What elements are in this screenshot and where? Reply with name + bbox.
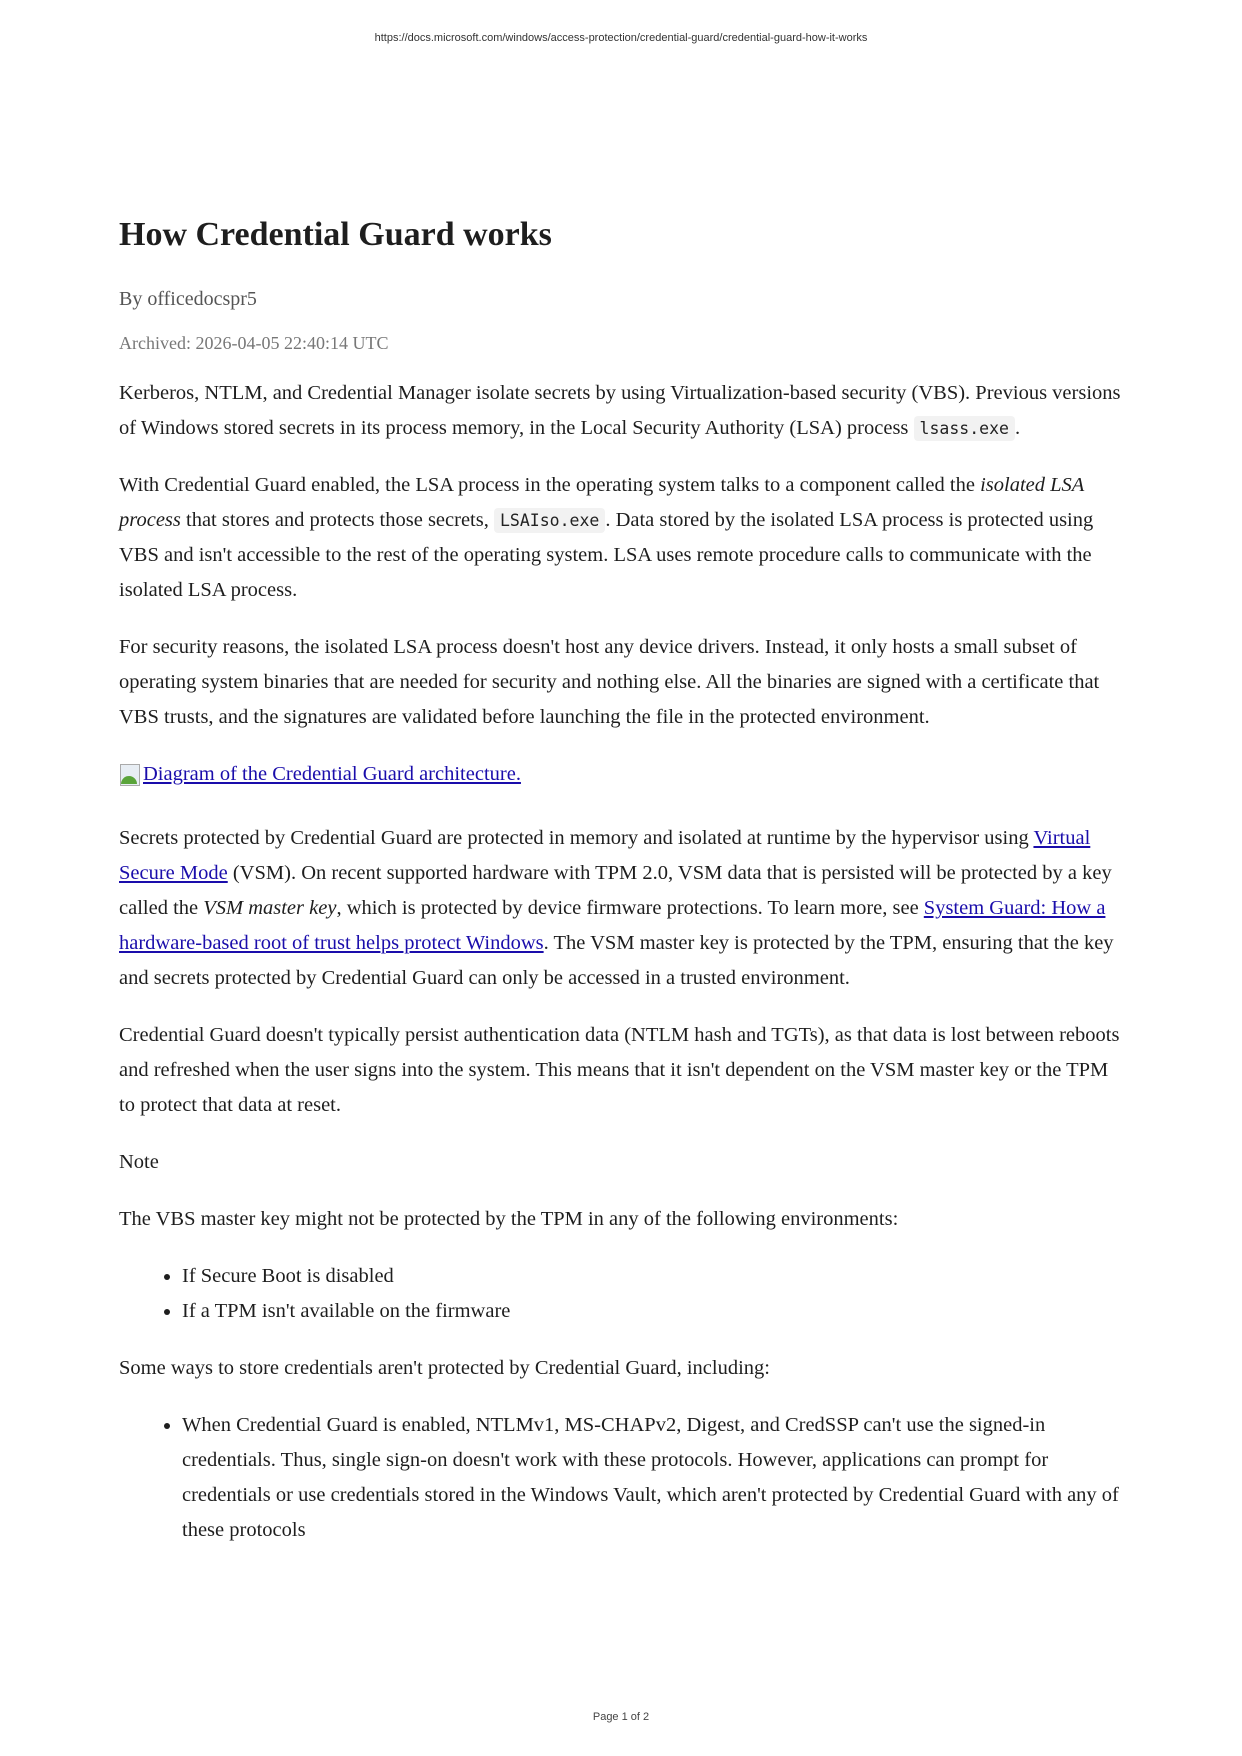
architecture-diagram-link[interactable] — [119, 757, 521, 792]
list-item: • If a TPM isn't available on the firmware — [182, 1294, 1129, 1329]
text: (VSM). On recent supported hardware with TPM 2.0, VSM data that is persisted will be protected by a key called the — [119, 861, 1112, 919]
archived-timestamp: Archived: 2026-04-05 22:40:14 UTC — [119, 333, 389, 353]
text: Kerberos, NTLM, and Credential Manager isolate secrets by using Virtualization-based security (VBS). Previous versions of Windows stored secrets in its process memory, in the Local Security Authority (LSA) process — [119, 382, 1121, 439]
image-paragraph — [119, 757, 1129, 799]
paragraph-security-reasons: For security reasons, the isolated LSA process doesn't host any device drivers. Instead, it only hosts a small subset of operating system binaries that are needed for security and nothing else. All the binaries are signed with a certificate that VBS trusts, and the signatures are validated before launching the file in the protected environment. — [119, 636, 1100, 728]
text: that stores and protects those secrets, — [180, 509, 494, 531]
byline: By officedocspr5 — [119, 288, 257, 310]
text: Secrets protected by Credential Guard are protected in memory and isolated at runtime by the hypervisor using — [119, 826, 1034, 849]
emphasis-isolated-lsa: isolated LSA process — [119, 474, 1084, 531]
paragraph-intro — [119, 376, 1129, 446]
environments-list — [119, 1259, 1129, 1329]
paragraph-unprotected-ways: Some ways to store credentials aren't protected by Credential Guard, including: — [119, 1356, 770, 1379]
inline-code-lsaiso: LSAIso.exe — [494, 508, 605, 533]
page-title: How Credential Guard works — [119, 216, 552, 253]
article — [119, 208, 1129, 1570]
text: With Credential Guard enabled, the LSA process in the operating system talks to a component called the — [119, 474, 981, 496]
text: , which is protected by device firmware protections. To learn more, see — [336, 896, 924, 919]
text: . — [1014, 417, 1021, 439]
text: . The VSM master key is protected by the TPM, ensuring that the key and secrets protected by Credential Guard can only be accessed in a trusted environment. — [119, 931, 1114, 989]
paragraph-vbs-master-key: The VBS master key might not be protected by the TPM in any of the following environments: — [119, 1207, 899, 1230]
text: . Data stored by the isolated LSA process is protected using VBS and isn't accessible to the rest of the operating system. LSA uses remote procedure calls to communicate with the isolated LSA process. — [119, 509, 1094, 601]
broken-image-icon — [119, 763, 143, 787]
note-label: Note — [119, 1150, 159, 1173]
page-url-header: https://docs.microsoft.com/windows/access-protection/credential-guard/credential-guard-how-it-works — [374, 32, 868, 44]
virtual-secure-mode-link[interactable]: Virtual Secure Mode — [119, 826, 1091, 884]
emphasis-vsm-master-key: VSM master key — [203, 896, 337, 919]
list-item: • When Credential Guard is enabled, NTLMv1, MS-CHAPv2, Digest, and CredSSP can't use the signed-in credentials. Thus, single sign-on doesn't work with these protocols. However, applications can prompt for credentials or use credentials stored in the Windows Vault, which aren't protected by Credential Guard with any of these protocols — [182, 1408, 1129, 1548]
page-number: Page 1 of 2 — [592, 1711, 650, 1723]
list-item: • If Secure Boot is disabled — [182, 1259, 1129, 1294]
paragraph-persist: Credential Guard doesn't typically persist authentication data (NTLM hash and TGTs), as that data is lost between reboots and refreshed when the user signs into the system. This means that it isn't dependent on the VSM master key or the TPM to protect that data at reset. — [119, 1023, 1120, 1116]
system-guard-link[interactable]: System Guard: How a hardware-based root of trust helps protect Windows — [119, 896, 1106, 954]
unprotected-list — [119, 1408, 1129, 1548]
paragraph-isolated-lsa — [119, 468, 1129, 608]
inline-code-lsass: lsass.exe — [914, 416, 1015, 441]
paragraph-vsm — [119, 821, 1129, 996]
diagram-alt-text: Diagram of the Credential Guard architecture. — [143, 763, 521, 785]
